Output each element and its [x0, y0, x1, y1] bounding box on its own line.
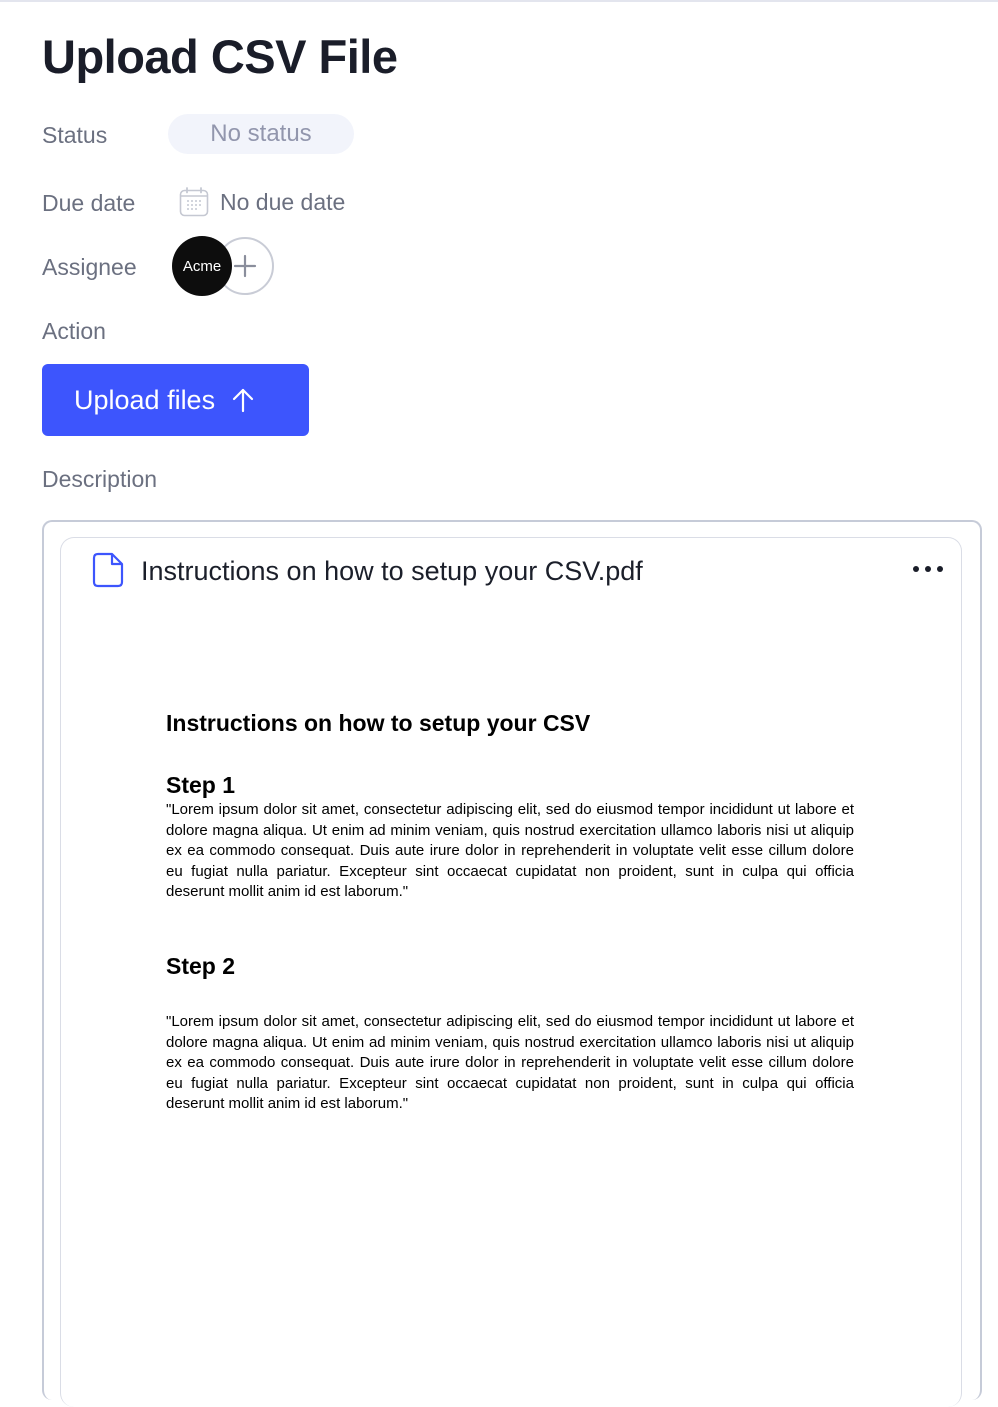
top-divider — [0, 0, 998, 2]
more-dot — [913, 566, 919, 572]
calendar-icon — [178, 186, 210, 218]
due-date-picker[interactable] — [178, 184, 345, 220]
action-label: Action — [42, 318, 106, 344]
due-date-label: Due date — [42, 190, 136, 216]
file-icon — [91, 552, 125, 588]
page-title: Upload CSV File — [42, 30, 398, 83]
upload-files-label: Upload files — [74, 384, 216, 415]
pdf-step-body: "Lorem ipsum dolor sit amet, consectetur adipiscing elit, sed do eiusmod tempor incididunt ut labore et dolore magna aliqua. Ut enim ad minim veniam, quis nostrud exercitation ullamco laboris nisi ut aliquip ex ea commodo consequat. Duis aute irure dolor in reprehenderit in voluptate velit esse cillum dolore eu fugiat nulla pariatur. Excepteur sint occaecat cupidatat non proident, sunt in culpa qui officia deserunt mollit anim id est laborum." — [166, 801, 854, 900]
plus-icon — [232, 253, 258, 279]
pdf-step-heading: Step 1 — [166, 772, 236, 798]
due-date-value: No due date — [220, 188, 346, 215]
pdf-document-title: Instructions on how to setup your CSV — [166, 710, 591, 736]
status-label: Status — [42, 122, 108, 148]
attachment-file-name[interactable]: Instructions on how to setup your CSV.pdf — [141, 556, 643, 586]
more-dot — [925, 566, 931, 572]
more-horizontal-icon[interactable] — [908, 556, 948, 582]
assignee-label: Assignee — [42, 254, 137, 280]
status-badge[interactable]: No status — [168, 114, 354, 154]
more-dot — [937, 566, 943, 572]
upload-files-button[interactable] — [42, 364, 309, 436]
pdf-step-heading: Step 2 — [166, 953, 236, 979]
pdf-step-body: "Lorem ipsum dolor sit amet, consectetur adipiscing elit, sed do eiusmod tempor incididunt ut labore et dolore magna aliqua. Ut enim ad minim veniam, quis nostrud exercitation ullamco laboris nisi ut aliquip ex ea commodo consequat. Duis aute irure dolor in reprehenderit in voluptate velit esse cillum dolore eu fugiat nulla pariatur. Excepteur sint occaecat cupidatat non proident, sunt in culpa qui officia deserunt mollit anim id est laborum." — [166, 1013, 854, 1112]
avatar[interactable]: Acme — [172, 236, 232, 296]
arrow-up-icon — [231, 387, 255, 413]
description-label: Description — [42, 466, 158, 492]
